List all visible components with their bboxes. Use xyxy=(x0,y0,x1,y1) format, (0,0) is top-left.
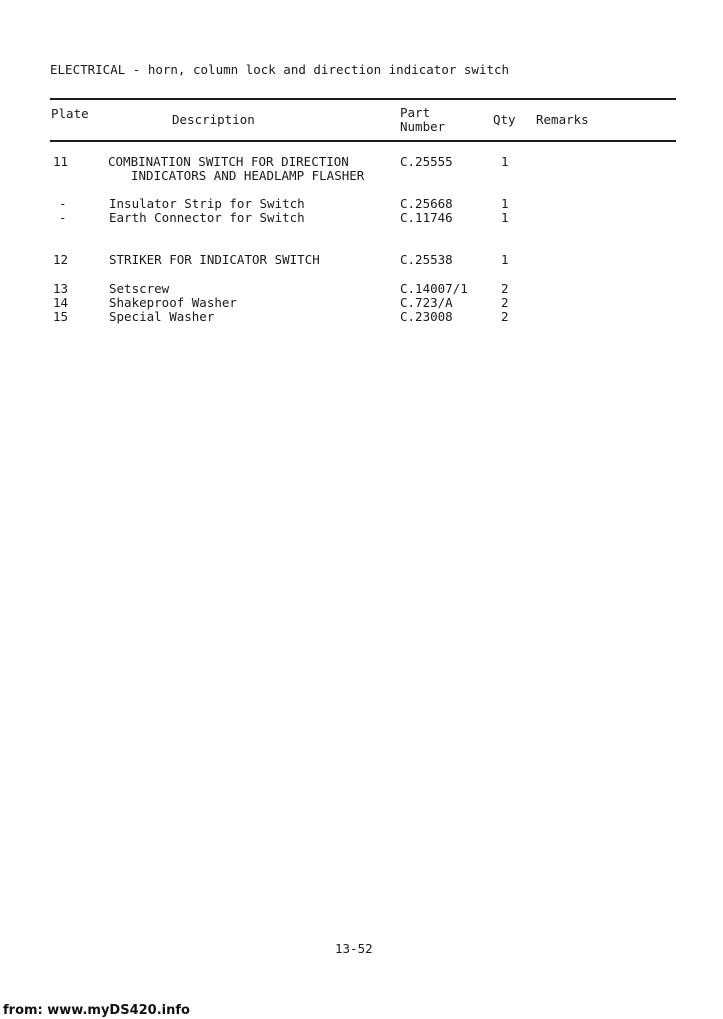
header-top-rule xyxy=(50,98,676,100)
row-part-number: C.723/A xyxy=(400,295,453,310)
row-qty: 1 xyxy=(501,252,509,267)
col-header-description: Description xyxy=(172,112,255,127)
row-qty: 1 xyxy=(501,154,509,169)
row-plate: 11 xyxy=(53,154,69,169)
row-plate: 14 xyxy=(53,295,69,310)
row-qty: 2 xyxy=(501,309,509,324)
row-description: STRIKER FOR INDICATOR SWITCH xyxy=(109,252,320,267)
row-description: Earth Connector for Switch xyxy=(109,210,305,225)
col-header-remarks: Remarks xyxy=(536,112,589,127)
page-number: 13-52 xyxy=(335,941,373,956)
header-bottom-rule xyxy=(50,140,676,142)
row-part-number: C.25555 xyxy=(400,154,453,169)
row-part-number: C.11746 xyxy=(400,210,453,225)
row-qty: 2 xyxy=(501,281,509,296)
row-plate: 12 xyxy=(53,252,69,267)
row-qty: 2 xyxy=(501,295,509,310)
row-plate: - xyxy=(59,196,67,211)
row-description-continued: INDICATORS AND HEADLAMP FLASHER xyxy=(131,168,365,183)
col-header-qty: Qty xyxy=(493,112,516,127)
row-part-number: C.23008 xyxy=(400,309,453,324)
col-header-part-line1: Part xyxy=(400,105,431,120)
row-description: COMBINATION SWITCH FOR DIRECTION xyxy=(108,154,349,169)
row-description: Shakeproof Washer xyxy=(109,295,237,310)
row-part-number: C.25668 xyxy=(400,196,453,211)
row-plate: 13 xyxy=(53,281,69,296)
col-header-part-line2: Number xyxy=(400,119,446,134)
row-plate: 15 xyxy=(53,309,69,324)
row-qty: 1 xyxy=(501,210,509,225)
source-footer: from: www.myDS420.info xyxy=(3,1003,190,1018)
row-description: Insulator Strip for Switch xyxy=(109,196,305,211)
col-header-plate: Plate xyxy=(51,106,89,121)
page-heading: ELECTRICAL - horn, column lock and direction indicator switch xyxy=(50,62,510,77)
row-part-number: C.14007/1 xyxy=(400,281,468,296)
row-description: Setscrew xyxy=(109,281,170,296)
row-qty: 1 xyxy=(501,196,509,211)
row-part-number: C.25538 xyxy=(400,252,453,267)
row-description: Special Washer xyxy=(109,309,215,324)
row-plate: - xyxy=(59,210,67,225)
